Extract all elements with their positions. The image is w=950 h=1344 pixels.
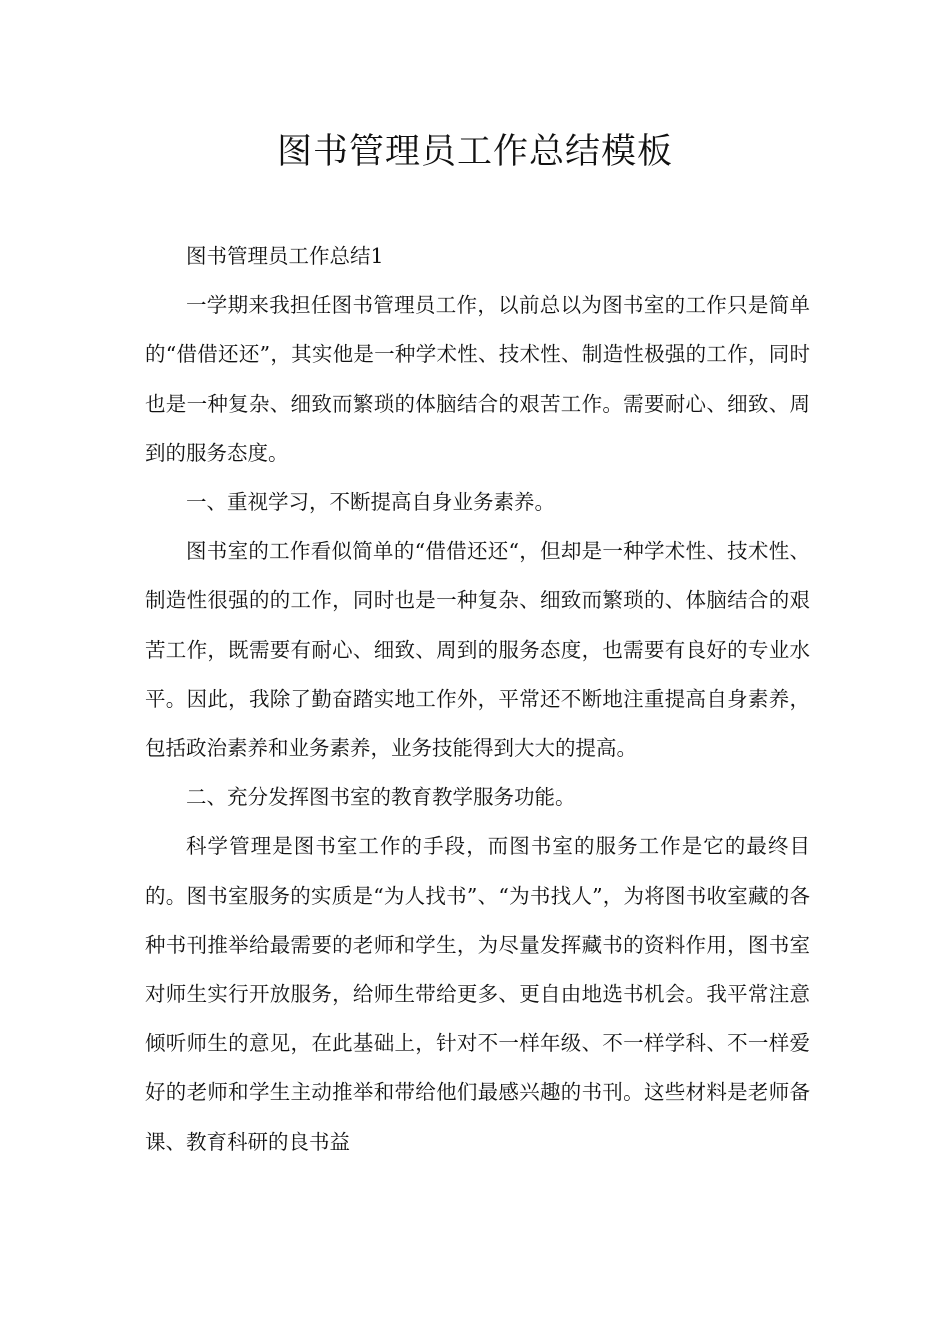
section-heading: 一、重视学习，不断提高自身业务素养。 xyxy=(186,490,555,515)
section-heading: 二、充分发挥图书室的教育教学服务功能。 xyxy=(186,785,576,810)
body-paragraph: 图书室的工作看似简单的“借借还还“，但却是一种学术性、技术性、制造性很强的的工作，同时也是一种复杂、细致而繁琐的、体脑结合的艰苦工作，既需要有耐心、细致、周到的服务态度，也需要有良好的专业水平。因此，我除了勤奋踏实地工作外，平常还不断地注重提高自身素养，包括政治素养和业务素养，业务技能得到大大的提高。 xyxy=(145,539,810,761)
body-paragraph: 一学期来我担任图书管理员工作，以前总以为图书室的工作只是简单的“借借还还”，其实他是一种学术性、技术性、制造性极强的工作，同时也是一种复杂、细致而繁琐的体脑结合的艰苦工作。需要耐心、细致、周到的服务态度。 xyxy=(145,293,810,465)
document-body xyxy=(145,232,810,1167)
document-title: 图书管理员工作总结模板 xyxy=(276,132,673,172)
section-heading: 图书管理员工作总结1 xyxy=(186,244,384,268)
body-paragraph: 科学管理是图书室工作的手段，而图书室的服务工作是它的最终目的。图书室服务的实质是“为人找书”、“为书找人”，为将图书收室藏的各种书刊推举给最需要的老师和学生，为尽量发挥藏书的资料作用，图书室对师生实行开放服务，给师生带给更多、更自由地选书机会。我平常注意倾听师生的意见，在此基础上，针对不一样年级、不一样学科、不一样爱好的老师和学生主动推举和带给他们最感兴趣的书刊。这些材料是老师备课、教育科研的良书益 xyxy=(145,834,810,1154)
